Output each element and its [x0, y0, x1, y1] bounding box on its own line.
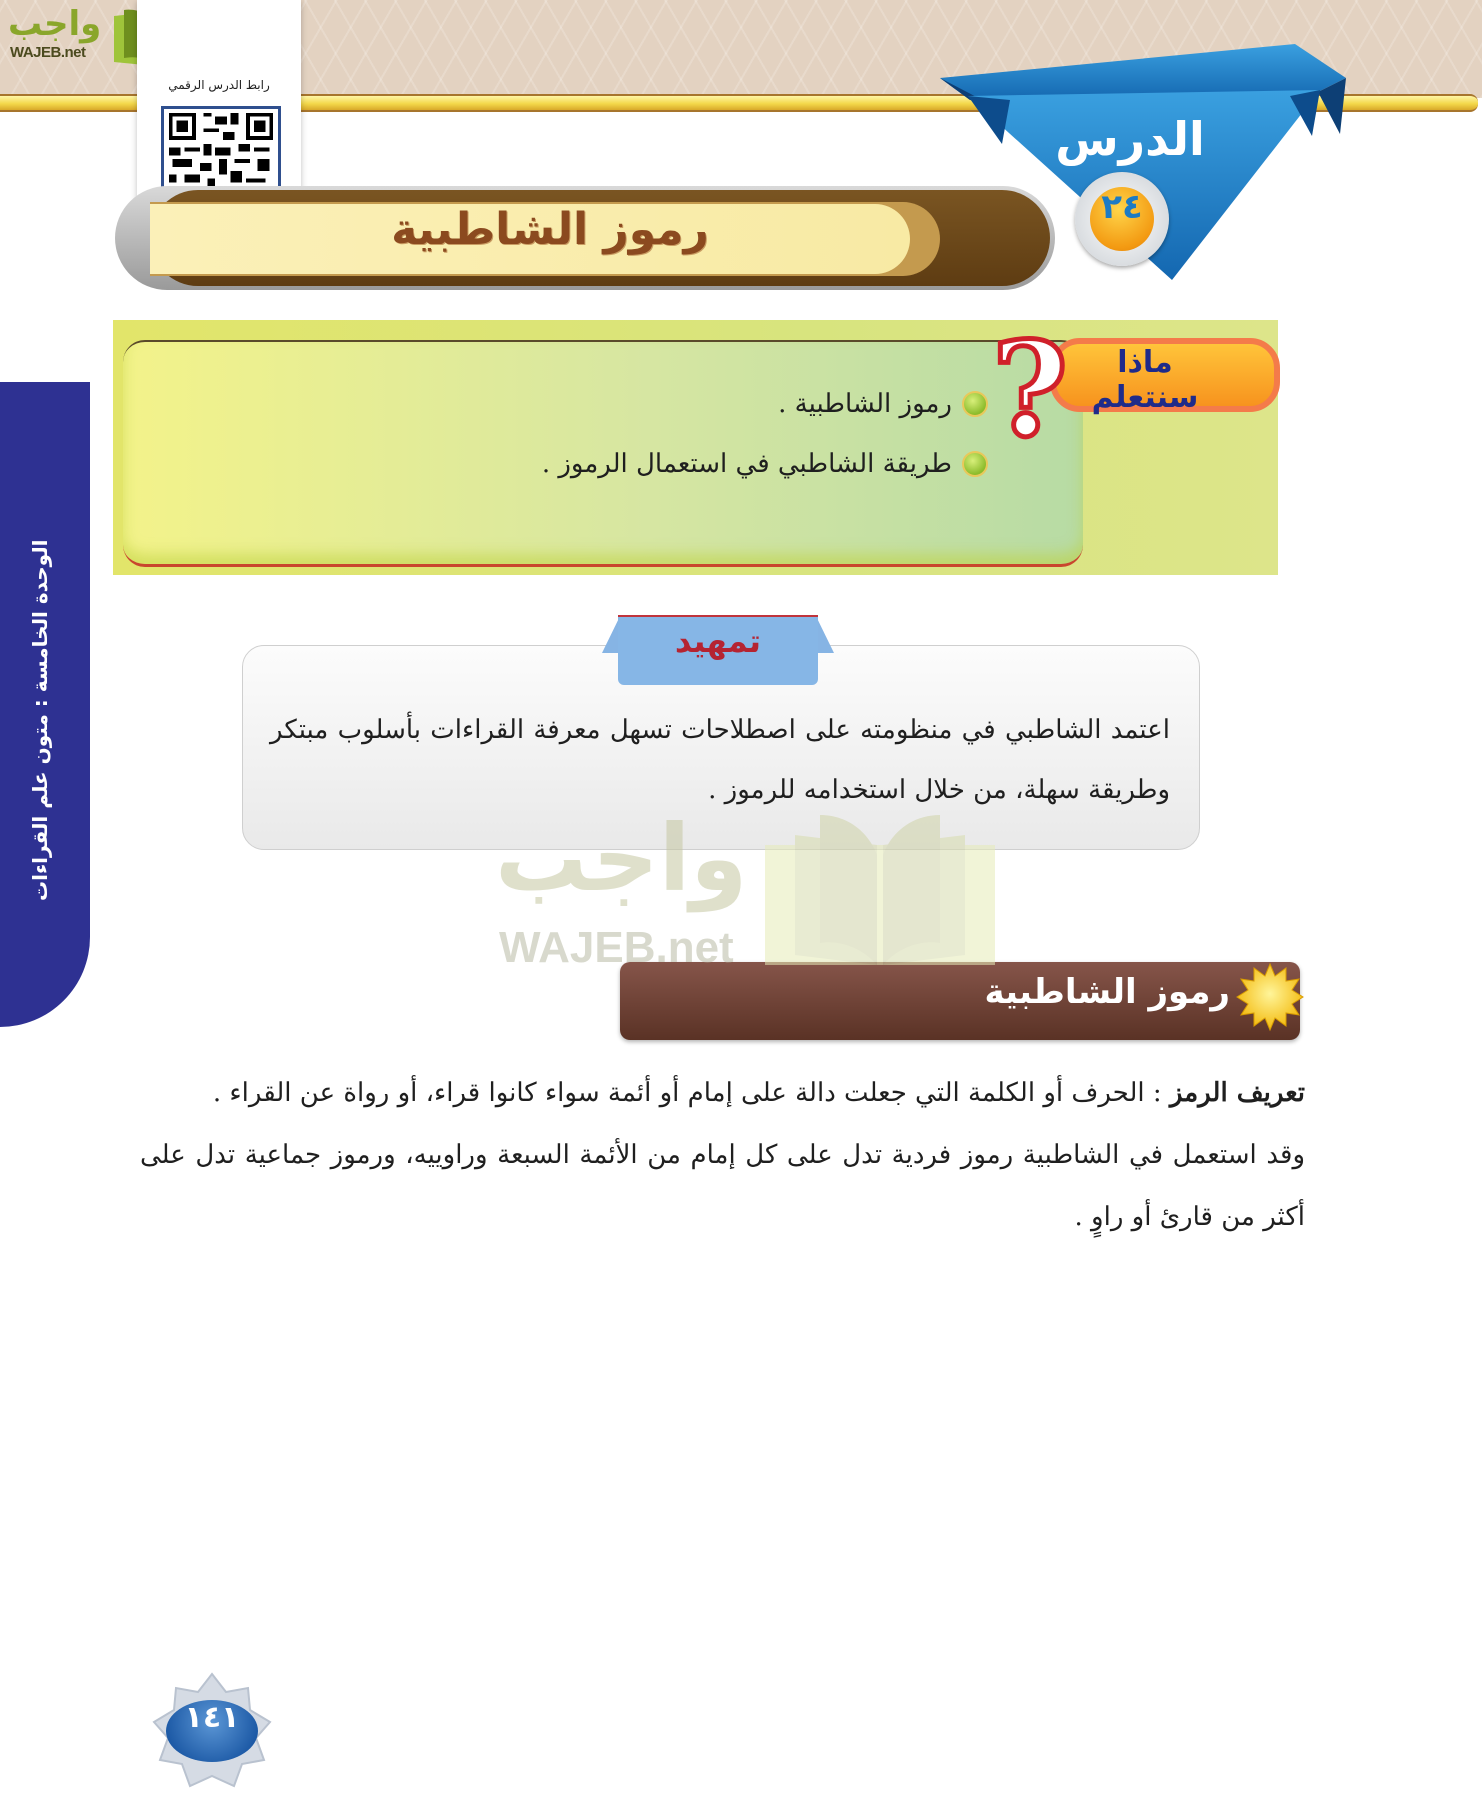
objective-text: رموز الشاطبية . [778, 389, 952, 419]
watermark-arabic: واجب [495, 805, 748, 912]
question-mark-icon: ? [991, 313, 1069, 466]
watermark [495, 805, 995, 972]
definition-paragraph [140, 1062, 1305, 1124]
definition-term: تعريف الرمز [1169, 1078, 1305, 1108]
section-body [140, 1062, 1305, 1248]
objective-text: طريقة الشاطبي في استعمال الرموز . [541, 449, 952, 479]
learning-objectives-heading: ماذا سنتعلم [1091, 345, 1199, 415]
symbols-paragraph: وقد استعمل في الشاطبية رموز فردية تدل على كل إمام من الأئمة السبعة وراوييه، ورموز جماعية تدل على أكثر من قارئ أو راوٍ . [140, 1140, 1305, 1232]
list-item [288, 374, 988, 434]
logo-arabic-text: واجب [8, 4, 102, 44]
intro-text: اعتمد الشاطبي في منظومته على اصطلاحات تسهل معرفة القراءات بأسلوب مبتكر وطريقة سهلة، من خلال استخدامه للرموز . [270, 715, 1170, 805]
learning-objectives-list [288, 374, 988, 494]
logo-english-text: WAJEB.net [10, 44, 86, 61]
lesson-number: ٢٤ [1090, 187, 1154, 251]
sunburst-icon [1235, 962, 1305, 1032]
definition-text: الحرف أو الكلمة التي جعلت دالة على إمام أو أئمة سواء كانوا قراء، أو رواة عن القراء . [212, 1078, 1145, 1108]
list-item [288, 434, 988, 494]
watermark-book-icon [765, 815, 995, 965]
definition-separator: : [1144, 1078, 1170, 1108]
lesson-label: الدرس [1055, 112, 1205, 166]
watermark-english: WAJEB.net [499, 923, 734, 972]
unit-label: الوحدة الخامسة : متون علم القراءات [28, 539, 52, 901]
digital-lesson-label: رابط الدرس الرقمي [168, 78, 270, 92]
page-number: ١٤١ [166, 1700, 258, 1762]
section-title: رموز الشاطبية [984, 972, 1230, 1012]
intro-heading: تمهيد [674, 622, 762, 660]
page-title: رموز الشاطبية [391, 204, 709, 255]
